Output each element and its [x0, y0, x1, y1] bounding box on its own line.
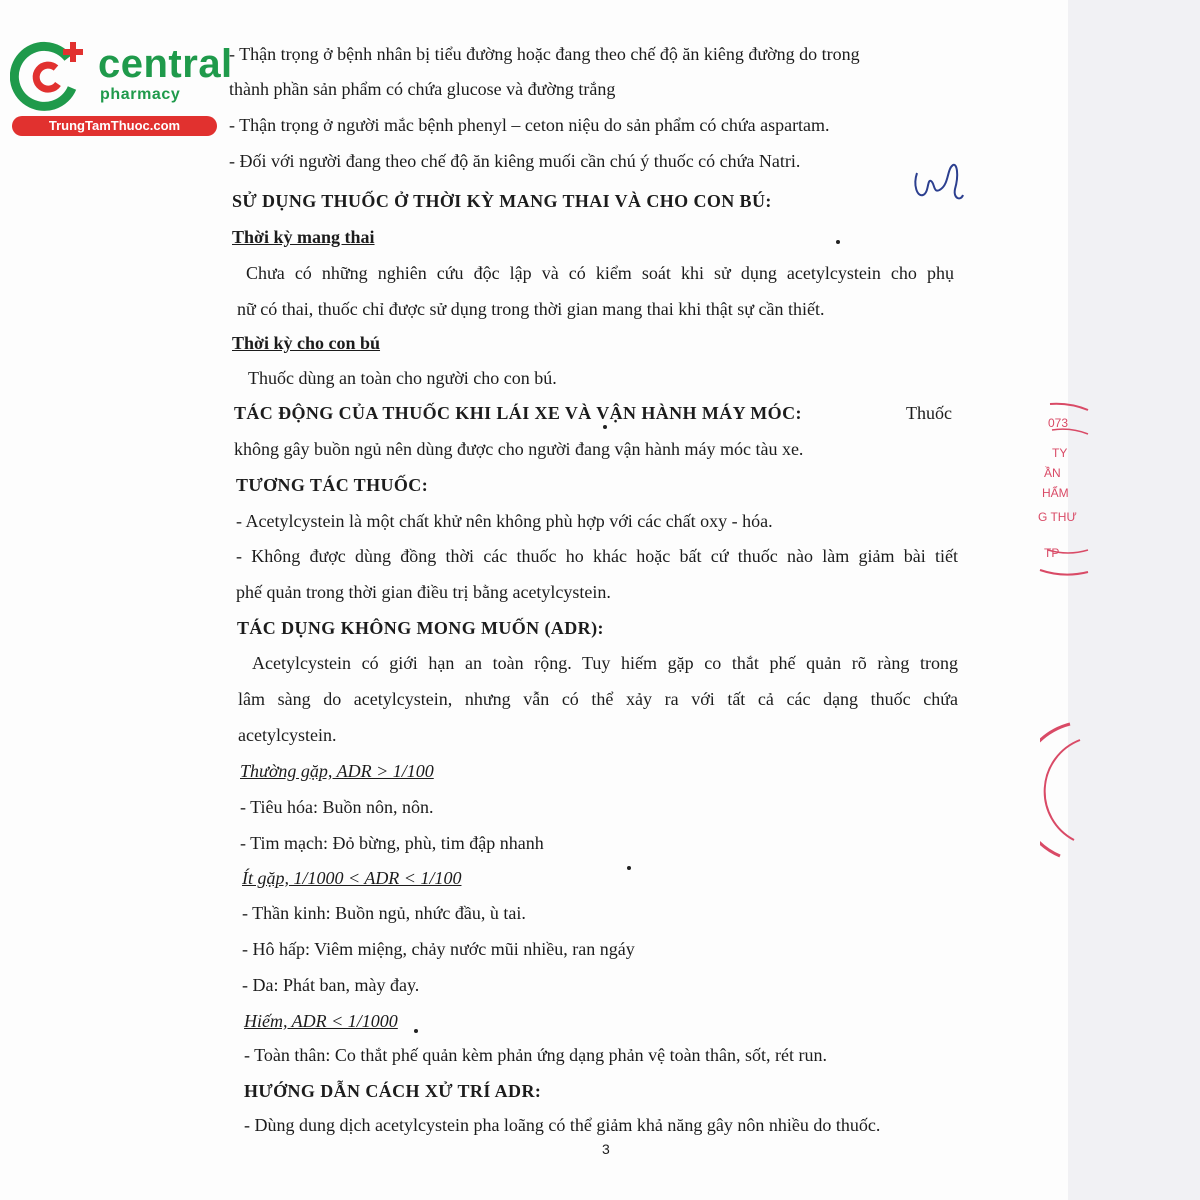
scan-speck — [603, 425, 607, 429]
precaution-line: thành phần sản phẩm có chứa glucose và đường trắng — [229, 79, 616, 99]
scan-speck — [836, 240, 840, 244]
stamp-text: TY — [1052, 446, 1068, 460]
precaution-line: - Thận trọng ở bệnh nhân bị tiểu đường hoặc đang theo chế độ ăn kiêng đường do trong — [229, 44, 860, 64]
frequency-title: Ít gặp, 1/1000 < ADR < 1/100 — [242, 868, 462, 888]
stamp-fragment-icon — [1040, 720, 1085, 860]
handwritten-signature-icon — [905, 155, 975, 215]
paragraph-line: Thuốc — [906, 403, 952, 423]
precaution-line: - Đối với người đang theo chế độ ăn kiêng muối cần chú ý thuốc có chứa Natri. — [229, 151, 801, 171]
paragraph-line: acetylcystein. — [238, 725, 337, 745]
brand-logo — [10, 36, 233, 136]
frequency-title: Thường gặp, ADR > 1/100 — [240, 761, 434, 781]
precaution-line: - Thận trọng ở người mắc bệnh phenyl – ceton niệu do sản phẩm có chứa aspartam. — [229, 115, 830, 135]
scan-speck — [627, 866, 631, 870]
stamp-text: G THƯ — [1038, 510, 1077, 524]
paragraph-line: Chưa có những nghiên cứu độc lập và có kiểm soát khi sử dụng acetylcystein cho phụ — [246, 263, 954, 283]
section-heading: TÁC DỤNG KHÔNG MONG MUỐN (ADR): — [237, 618, 604, 638]
section-heading: TÁC ĐỘNG CỦA THUỐC KHI LÁI XE VÀ VẬN HÀNH MÁY MÓC: — [234, 403, 802, 423]
list-item: - Tiêu hóa: Buồn nôn, nôn. — [240, 797, 434, 817]
brand-name: central — [98, 42, 233, 86]
pharmacy-cross-icon — [10, 38, 90, 112]
stamp-text: ẦN — [1044, 466, 1061, 480]
paragraph-line: nữ có thai, thuốc chỉ được sử dụng trong thời gian mang thai khi thật sự cần thiết. — [237, 299, 825, 319]
stamp-text: HẨM — [1042, 486, 1069, 500]
subsection-title: Thời kỳ mang thai — [232, 227, 375, 247]
paragraph-line: Acetylcystein có giới hạn an toàn rộng. Tuy hiếm gặp co thắt phế quản rõ ràng trong — [252, 653, 958, 673]
paragraph-line: không gây buồn ngủ nên dùng được cho người đang vận hành máy móc tàu xe. — [234, 439, 804, 459]
paragraph-line: lâm sàng do acetylcystein, nhưng vẫn có thể xảy ra với tất cả các dạng thuốc chứa — [238, 689, 958, 709]
subsection-title: Thời kỳ cho con bú — [232, 333, 381, 353]
paragraph-line: phế quản trong thời gian điều trị bằng acetylcystein. — [236, 582, 611, 602]
stamp-text: 073 — [1048, 416, 1069, 430]
list-item: - Dùng dung dịch acetylcystein pha loãng có thể giảm khả năng gây nôn nhiều do thuốc. — [244, 1115, 881, 1135]
list-item: - Thần kinh: Buồn ngủ, nhức đầu, ù tai. — [242, 903, 526, 923]
section-heading: SỬ DỤNG THUỐC Ở THỜI KỲ MANG THAI VÀ CHO CON BÚ: — [232, 191, 772, 211]
company-stamp — [1030, 400, 1090, 580]
brand-url-badge: TrungTamThuoc.com — [12, 116, 217, 136]
stamp-text: TP — [1044, 546, 1060, 560]
section-heading: HƯỚNG DẪN CÁCH XỬ TRÍ ADR: — [244, 1081, 542, 1101]
frequency-title: Hiếm, ADR < 1/1000 — [244, 1011, 398, 1031]
list-item: - Hô hấp: Viêm miệng, chảy nước mũi nhiều, ran ngáy — [242, 939, 635, 959]
page-margin — [1068, 0, 1200, 1200]
paragraph-line: Thuốc dùng an toàn cho người cho con bú. — [248, 368, 557, 388]
list-item: - Da: Phát ban, mày đay. — [242, 975, 420, 995]
list-item: - Acetylcystein là một chất khử nên không phù hợp với các chất oxy - hóa. — [236, 511, 773, 531]
list-item: - Không được dùng đồng thời các thuốc ho khác hoặc bất cứ thuốc nào làm giảm bài tiết — [236, 546, 958, 566]
list-item: - Tim mạch: Đỏ bừng, phù, tim đập nhanh — [240, 833, 544, 853]
scan-speck — [414, 1029, 418, 1033]
section-heading: TƯƠNG TÁC THUỐC: — [236, 475, 429, 495]
brand-subtitle: pharmacy — [100, 86, 181, 103]
page-number: 3 — [602, 1141, 610, 1157]
list-item: - Toàn thân: Co thắt phế quản kèm phản ứng dạng phản vệ toàn thân, sốt, rét run. — [244, 1045, 828, 1065]
